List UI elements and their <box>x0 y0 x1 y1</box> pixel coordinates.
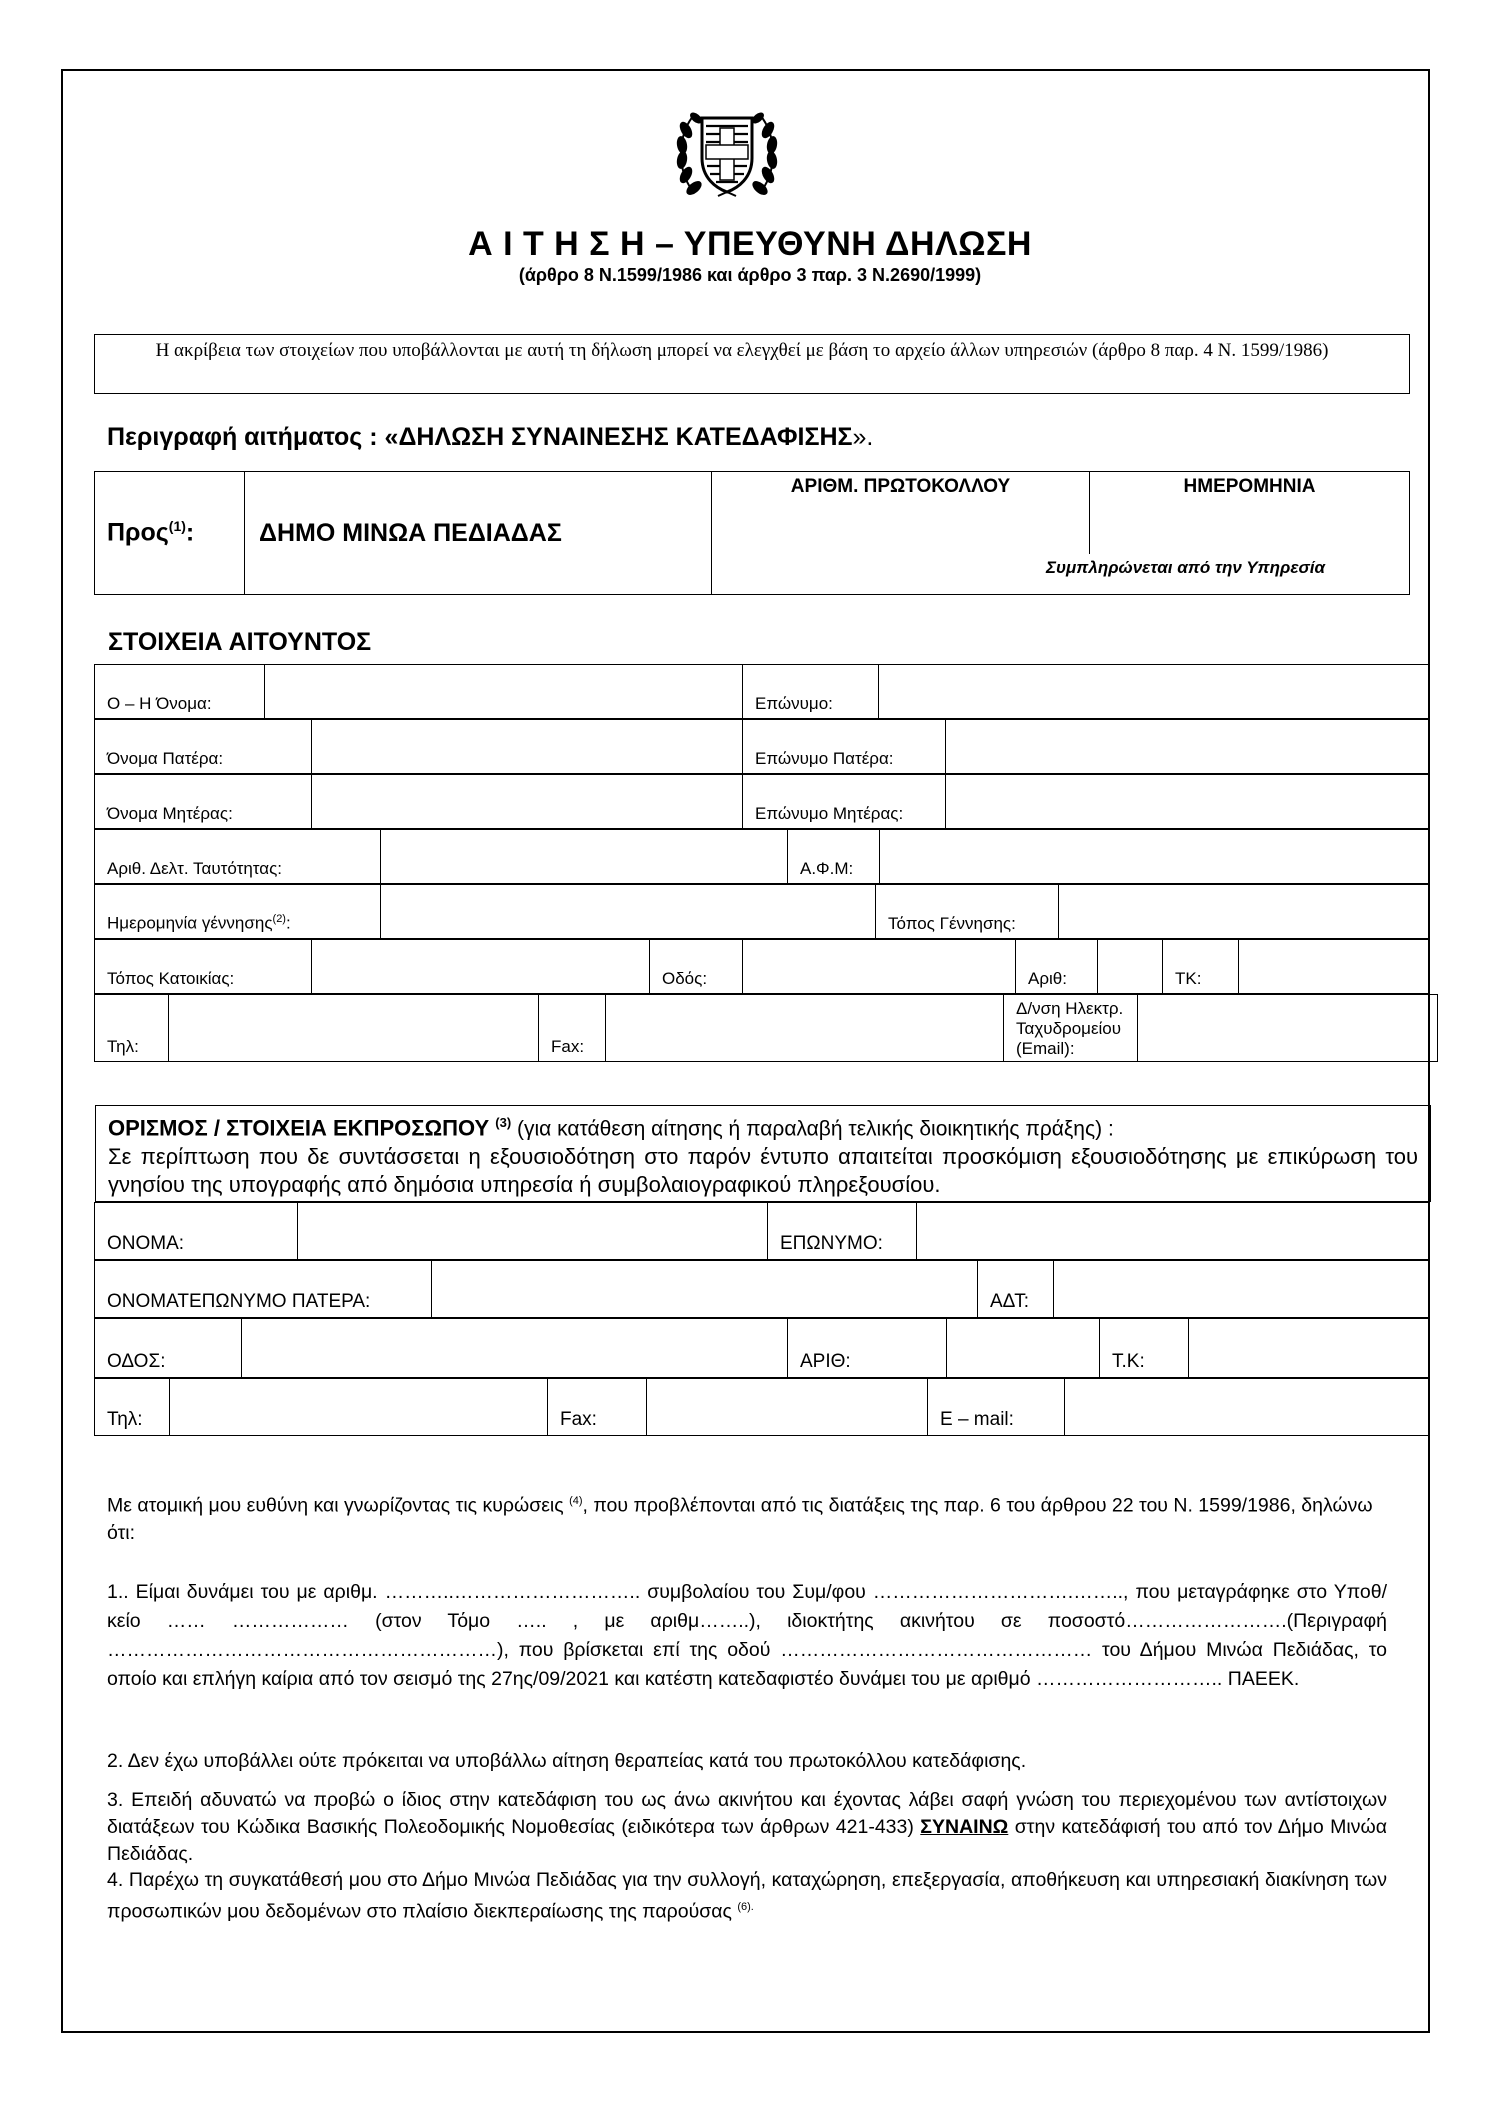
rep-fax-field[interactable] <box>647 1379 928 1436</box>
rep-street-field[interactable] <box>242 1319 788 1378</box>
item4-sup: (6). <box>737 1901 754 1913</box>
number-field[interactable] <box>1098 940 1163 994</box>
rep-phone-label: Τηλ: <box>95 1379 170 1436</box>
rep-postal-label: Τ.Κ: <box>1100 1319 1189 1378</box>
last-name-label: Επώνυμο: <box>743 665 879 719</box>
declaration-item-3 <box>107 1787 1387 1868</box>
applicant-row-mother <box>94 774 1430 829</box>
id-number-field[interactable] <box>381 830 788 884</box>
representative-sup: (3) <box>495 1115 512 1130</box>
father-name-label: Όνομα Πατέρα: <box>95 720 312 774</box>
mother-name-label: Όνομα Μητέρας: <box>95 775 312 829</box>
street-label: Οδός: <box>650 940 743 994</box>
rep-name-field[interactable] <box>298 1203 768 1260</box>
intro-sup: (4) <box>569 1495 583 1507</box>
representative-text: Σε περίπτωση που δε συντάσσεται η εξουσιοδότηση στο παρόν έντυπο απαιτείται προσκόμιση εξουσιοδότησης με επικύρωση του γνησίου της υπογραφής από δημόσια υπηρεσία ή συμβολαιογραφικού πληρεξουσίου. <box>108 1144 1418 1198</box>
declaration-item-4 <box>107 1867 1387 1926</box>
representative-note: (για κατάθεση αίτησης ή παραλαβή τελικής διοικητικής πράξης) : <box>511 1117 1114 1141</box>
recipient-label: Προς <box>107 518 169 547</box>
birth-place-label: Τόπος Γέννησης: <box>876 885 1059 939</box>
form-title: Α Ι Τ Η Σ Η – ΥΠΕΥΘΥΝΗ ΔΗΛΩΣΗ <box>468 225 1032 263</box>
applicant-caption: ΣΤΟΙΧΕΙΑ ΑΙΤΟΥΝΤΟΣ <box>108 628 372 656</box>
office-note: Συμπληρώνεται από την Υπηρεσία <box>1045 558 1326 577</box>
rep-row-name <box>94 1202 1430 1260</box>
father-surname-label: Επώνυμο Πατέρα: <box>743 720 946 774</box>
rep-surname-label: ΕΠΩΝΥΜΟ: <box>768 1203 917 1260</box>
form-subtitle: (άρθρο 8 Ν.1599/1986 και άρθρο 3 παρ. 3 Ν.2690/1999) <box>518 265 982 285</box>
item3-consent-word: ΣΥΝΑΙΝΩ <box>920 1816 1009 1838</box>
phone-field[interactable] <box>169 995 539 1062</box>
mother-surname-label: Επώνυμο Μητέρας: <box>743 775 946 829</box>
applicant-row-father <box>94 719 1430 774</box>
birth-place-field[interactable] <box>1059 885 1430 939</box>
father-name-field[interactable] <box>312 720 743 774</box>
rep-row-contact <box>94 1378 1430 1436</box>
recipient-label-cell <box>95 472 245 595</box>
rep-number-label: ΑΡΙΘ: <box>788 1319 947 1378</box>
accuracy-notice: Η ακρίβεια των στοιχείων που υποβάλλονται με αυτή τη δήλωση μπορεί να ελεγχθεί με βάση το αρχείο άλλων υπηρεσιών (άρθρο 8 παρ. 4 Ν. 1599/1986) <box>94 334 1410 394</box>
rep-number-field[interactable] <box>947 1319 1100 1378</box>
office-use-cell <box>712 472 1410 595</box>
applicant-row-names <box>94 664 1430 719</box>
declaration-item-2: 2. Δεν έχω υποβάλλει ούτε πρόκειται να υποβάλλω αίτηση θεραπείας κατά του πρωτοκόλλου κατεδάφισης. <box>107 1750 1027 1772</box>
description-label: Περιγραφή αιτήματος : « <box>107 423 399 451</box>
applicant-row-address <box>94 939 1430 994</box>
rep-fax-label: Fax: <box>548 1379 647 1436</box>
last-name-field[interactable] <box>879 665 1430 719</box>
rep-father-field[interactable] <box>432 1261 978 1318</box>
rep-name-label: ΟΝΟΜΑ: <box>95 1203 298 1260</box>
rep-phone-field[interactable] <box>170 1379 548 1436</box>
residence-label: Τόπος Κατοικίας: <box>95 940 312 994</box>
recipient-colon: : <box>185 518 195 547</box>
email-label-cell <box>1004 995 1138 1062</box>
declaration-item-1: 1.. Είμαι δυνάμει του με αριθμ. ………..……………………….. συμβολαίου του Συμ/φου ………………………….…….., που μεταγράφηκε στο Υποθ/κείο …… ……………… (στον Τόμο ….. , με αριθμ……..), ιδιοκτήτης ακινήτου σε ποσοστό…………………….(Περιγραφή ……………………………………………………), που βρίσκεται επί της οδού ………………………………………… του Δήμου Μινώα Πεδιάδας, το οποίο και επλήγη καίρια από τον σεισμό της 27ης/09/2021 και κατέστη κατεδαφιστέο δυνάμει του με αριθμό ……………………….. ΠΑΕΕΚ. <box>107 1581 1387 1690</box>
rep-email-field[interactable] <box>1065 1379 1430 1436</box>
birth-date-sup: (2) <box>272 913 286 926</box>
street-field[interactable] <box>743 940 1016 994</box>
applicant-row-birth <box>94 884 1430 939</box>
mother-surname-field[interactable] <box>946 775 1430 829</box>
item4-text-a: 4. Παρέχω τη συγκατάθεσή μου στο Δήμο Μινώα Πεδιάδας για την συλλογή, καταχώρηση, επεξεργασία, αποθήκευση και υπηρεσιακή διακίνηση των προσωπικών μου δεδομένων στο πλαίσιο διεκπεραίωσης της παρούσας <box>107 1869 1387 1923</box>
id-number-label: Αριθ. Δελτ. Ταυτότητας: <box>95 830 381 884</box>
phone-label: Τηλ: <box>95 995 169 1062</box>
item3-text-b: στην κατεδάφισή του από τον Δήμο Μινώα Πεδιάδας. <box>107 1816 1387 1865</box>
rep-adt-label: ΑΔΤ: <box>978 1261 1054 1318</box>
applicant-row-id <box>94 829 1430 884</box>
birth-date-field[interactable] <box>381 885 876 939</box>
birth-date-label-cell <box>95 885 381 939</box>
description-end: ». <box>852 423 874 451</box>
rep-surname-field[interactable] <box>917 1203 1430 1260</box>
email-label-line2: Ταχυδρομείου <box>1016 1019 1122 1038</box>
rep-street-label: ΟΔΟΣ: <box>95 1319 242 1378</box>
birth-date-colon: : <box>285 914 291 933</box>
email-field[interactable] <box>1138 995 1438 1062</box>
rep-adt-field[interactable] <box>1054 1261 1430 1318</box>
father-surname-field[interactable] <box>946 720 1430 774</box>
intro-text-a: Με ατομική μου ευθύνη και γνωρίζοντας τις κυρώσεις <box>107 1494 570 1517</box>
protocol-number-label: ΑΡΙΘΜ. ΠΡΩΤΟΚΟΛΛΟΥ <box>712 472 1090 554</box>
representative-title: ΟΡΙΣΜΟΣ / ΣΤΟΙΧΕΙΑ ΕΚΠΡΟΣΩΠΟΥ <box>108 1115 490 1141</box>
fax-label: Fax: <box>539 995 606 1062</box>
recipient-sup: (1) <box>168 518 186 535</box>
mother-name-field[interactable] <box>312 775 743 829</box>
item3-text-a: 3. Επειδή αδυνατώ να προβώ ο ίδιος στην κατεδάφιση του ως άνω ακινήτου και έχοντας λάβει σαφή γνώση του περιεχομένου των αντίστοιχων διατάξεων του Κώδικα Βασικής Πολεοδομικής Νομοθεσίας (ειδικότερα των άρθρων 421-433) <box>107 1789 1387 1838</box>
hellenic-republic-emblem-icon <box>672 100 782 205</box>
email-label-line1: Δ/νση Ηλεκτρ. <box>1016 999 1124 1018</box>
afm-field[interactable] <box>880 830 1430 884</box>
recipient-value: ΔΗΜΟ ΜΙΝΩΑ ΠΕΔΙΑΔΑΣ <box>245 472 712 595</box>
representative-header <box>95 1105 1431 1202</box>
description-value: ΔΗΛΩΣΗ ΣΥΝΑΙΝΕΣΗΣ ΚΑΤΕΔΑΦΙΣΗΣ <box>398 423 853 451</box>
rep-postal-field[interactable] <box>1189 1319 1430 1378</box>
number-label: Αριθ: <box>1016 940 1098 994</box>
afm-label: Α.Φ.Μ: <box>788 830 880 884</box>
postal-field[interactable] <box>1239 940 1430 994</box>
applicant-row-contact <box>94 994 1438 1062</box>
fax-field[interactable] <box>606 995 1004 1062</box>
rep-row-address <box>94 1318 1430 1378</box>
intro-text-b: , που προβλέπονται από τις διατάξεις της παρ. 6 του άρθρου 22 του Ν. 1599/1986, δηλώνω ότι: <box>107 1494 1373 1544</box>
date-label: ΗΜΕΡΟΜΗΝΙΑ <box>1183 476 1316 497</box>
rep-father-label: ΟΝΟΜΑΤΕΠΩΝΥΜΟ ΠΑΤΕΡΑ: <box>95 1261 432 1318</box>
postal-label: ΤΚ: <box>1163 940 1239 994</box>
first-name-label: Ο – Η Όνομα: <box>95 665 265 719</box>
residence-field[interactable] <box>312 940 650 994</box>
rep-email-label: E – mail: <box>928 1379 1065 1436</box>
rep-row-father <box>94 1260 1430 1318</box>
request-description <box>107 423 873 452</box>
first-name-field[interactable] <box>265 665 743 719</box>
email-label-line3: (Email): <box>1016 1039 1075 1058</box>
declaration-intro <box>107 1488 1387 1547</box>
birth-date-label: Ημερομηνία γέννησης <box>107 914 273 933</box>
recipient-table <box>94 471 1410 595</box>
